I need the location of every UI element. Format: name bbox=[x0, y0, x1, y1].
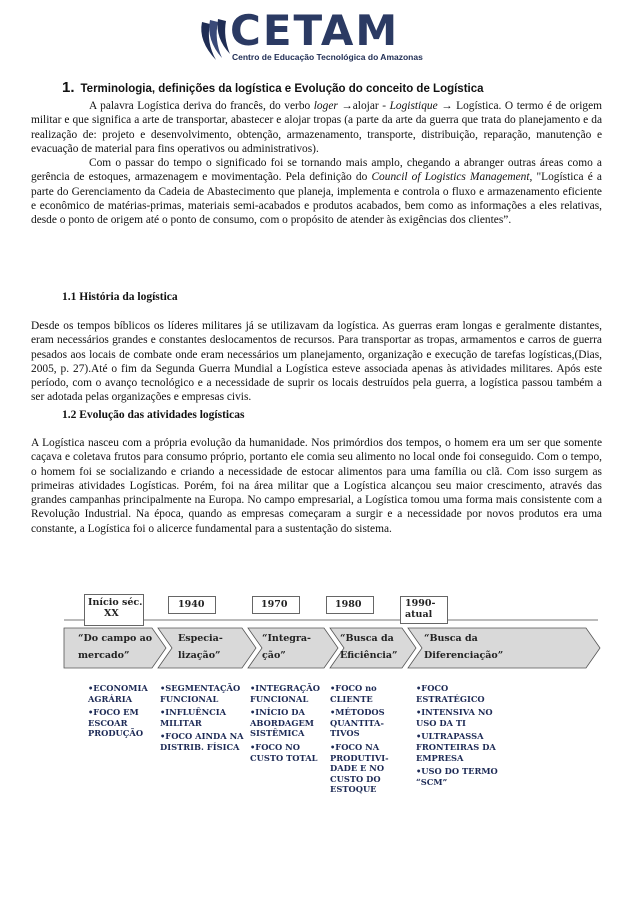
logo-text: CETAM bbox=[230, 6, 400, 55]
section-1-1-body bbox=[31, 319, 602, 405]
era-label-1: Início séc. XX bbox=[88, 597, 143, 619]
stage-label-1: “Do campo ao mercado” bbox=[78, 633, 153, 661]
paragraph-evolution: A Logística nasceu com a própria evolução da humanidade. Nos primórdios dos tempos, o homem era um ser que somente caçava e coletava frutos para consumo próprio, portanto ele comia seu alimento no local onde foi conseguido. Com o tempo, o homem foi se socializando e criando a necessidade de estocar alimentos para uma família ou clã. Com isso surgem as primeiras atividades Logísticas. Porém, foi na área militar que a Logística alcançou seu maior crescimento, através das grandes campanhas principalmente na Europa. No campo empresarial, a Logística tomou uma forma mais consistente com a Revolução Industrial. Na época, quando as empresas começaram a surgir e a necessidade por novos produtos era uma constante, a Logística foi o alicerce fundamental para a sustentação do sistema. bbox=[31, 437, 602, 535]
bullet-list-5: •FOCO ESTRATÉGICO •INTENSIVA NO USO DA TI •ULTRAPASSA FRONTEIRAS DA EMPRESA •USO DO TERMO “SCM” bbox=[416, 683, 498, 787]
section-1-2-body bbox=[31, 436, 602, 536]
stage-label-2: Especia- lização” bbox=[178, 633, 223, 661]
section-title: Terminologia, definições da logística e Evolução do conceito de Logística bbox=[80, 83, 484, 95]
section-1-1-heading: 1.1 História da logística bbox=[62, 291, 178, 303]
bullet-list-3: •INTEGRAÇÃO FUNCIONAL •INÍCIO DA ABORDAGEM SISTÊMICA •FOCO NO CUSTO TOTAL bbox=[250, 683, 320, 763]
paragraph-history: Desde os tempos bíblicos os líderes militares já se utilizavam da logística. As guerras eram longas e geralmente distantes, eram necessários grandes e constantes deslocamentos de recursos. Para transportar as tropas, armamentos e carros de guerra pesados aos locais de combate onde eram necessários um planejamento, organização e execução de tarefas logísticas,(Dias, 2005, p. 27).Até o fim da Segunda Guerra Mundial a Logística esteve associada apenas às atividades militares. Após este período, com o avanço tecnológico e a necessidade de suprir os locais destruídos pela guerra, a logística passou também a ser adotada pelas organizações e empresas civis. bbox=[31, 320, 602, 404]
era-label-2: 1940 bbox=[178, 599, 205, 610]
era-label-3: 1970 bbox=[261, 599, 288, 610]
era-label-4: 1980 bbox=[335, 599, 362, 610]
paragraph-1: A palavra Logística deriva do francês, do verbo loger →alojar - Logistique → Logística. O termo é de origem militar e que significa a arte de transportar, abastecer e alojar tropas (a parte da arte da guerra que trata do planejamento e da realização de: projeto e desenvolvimento, obtenção, armazenamento, transporte, distribuição, reparação, manutenção e evacuação de material para fins operativos ou administrativos). bbox=[31, 100, 602, 155]
section-1-body bbox=[31, 99, 602, 228]
logistics-evolution-diagram bbox=[62, 590, 602, 830]
paragraph-2: Com o passar do tempo o significado foi se tornando mais amplo, chegando a abranger outras áreas como a gerência de estoques, armazenagem e movimentação. Pela definição do Council of Logistics Management, "Logística é a parte do Gerenciamento da Cadeia de Abastecimento que planeja, implementa e controla o fluxo e armazenamento eficiente e econômico de matérias-primas, materiais semi-acabados e produtos acabados, bem como as informações a eles relativas, desde o ponto de origem até o ponto de consumo, com o propósito de atender às exigências dos clientes”. bbox=[31, 157, 602, 227]
stage-label-3: “Integra- ção” bbox=[262, 633, 311, 661]
stage-label-4: “Busca da Eficiência” bbox=[340, 633, 398, 661]
stage-label-5: “Busca da Diferenciação” bbox=[424, 633, 504, 661]
era-label-5: 1990- atual bbox=[405, 598, 436, 620]
section-1-heading bbox=[62, 79, 484, 96]
section-1-2-heading: 1.2 Evolução das atividades logísticas bbox=[62, 409, 245, 421]
bullet-list-4: •FOCO no CLIENTE •MÉTODOS QUANTITA-TIVOS •FOCO NA PRODUTIVI-DADE E NO CUSTO DO ESTOQUE bbox=[330, 683, 389, 795]
section-number: 1. bbox=[62, 79, 75, 96]
bullet-list-2: •SEGMENTAÇÃO FUNCIONAL •INFLUÊNCIA MILITAR •FOCO AINDA NA DISTRIB. FÍSICA bbox=[160, 683, 244, 752]
logo-subtitle: Centro de Educação Tecnológica do Amazonas bbox=[232, 52, 423, 62]
bullet-list-1: •ECONOMIA AGRÁRIA •FOCO EM ESCOAR PRODUÇÃO bbox=[88, 683, 148, 739]
